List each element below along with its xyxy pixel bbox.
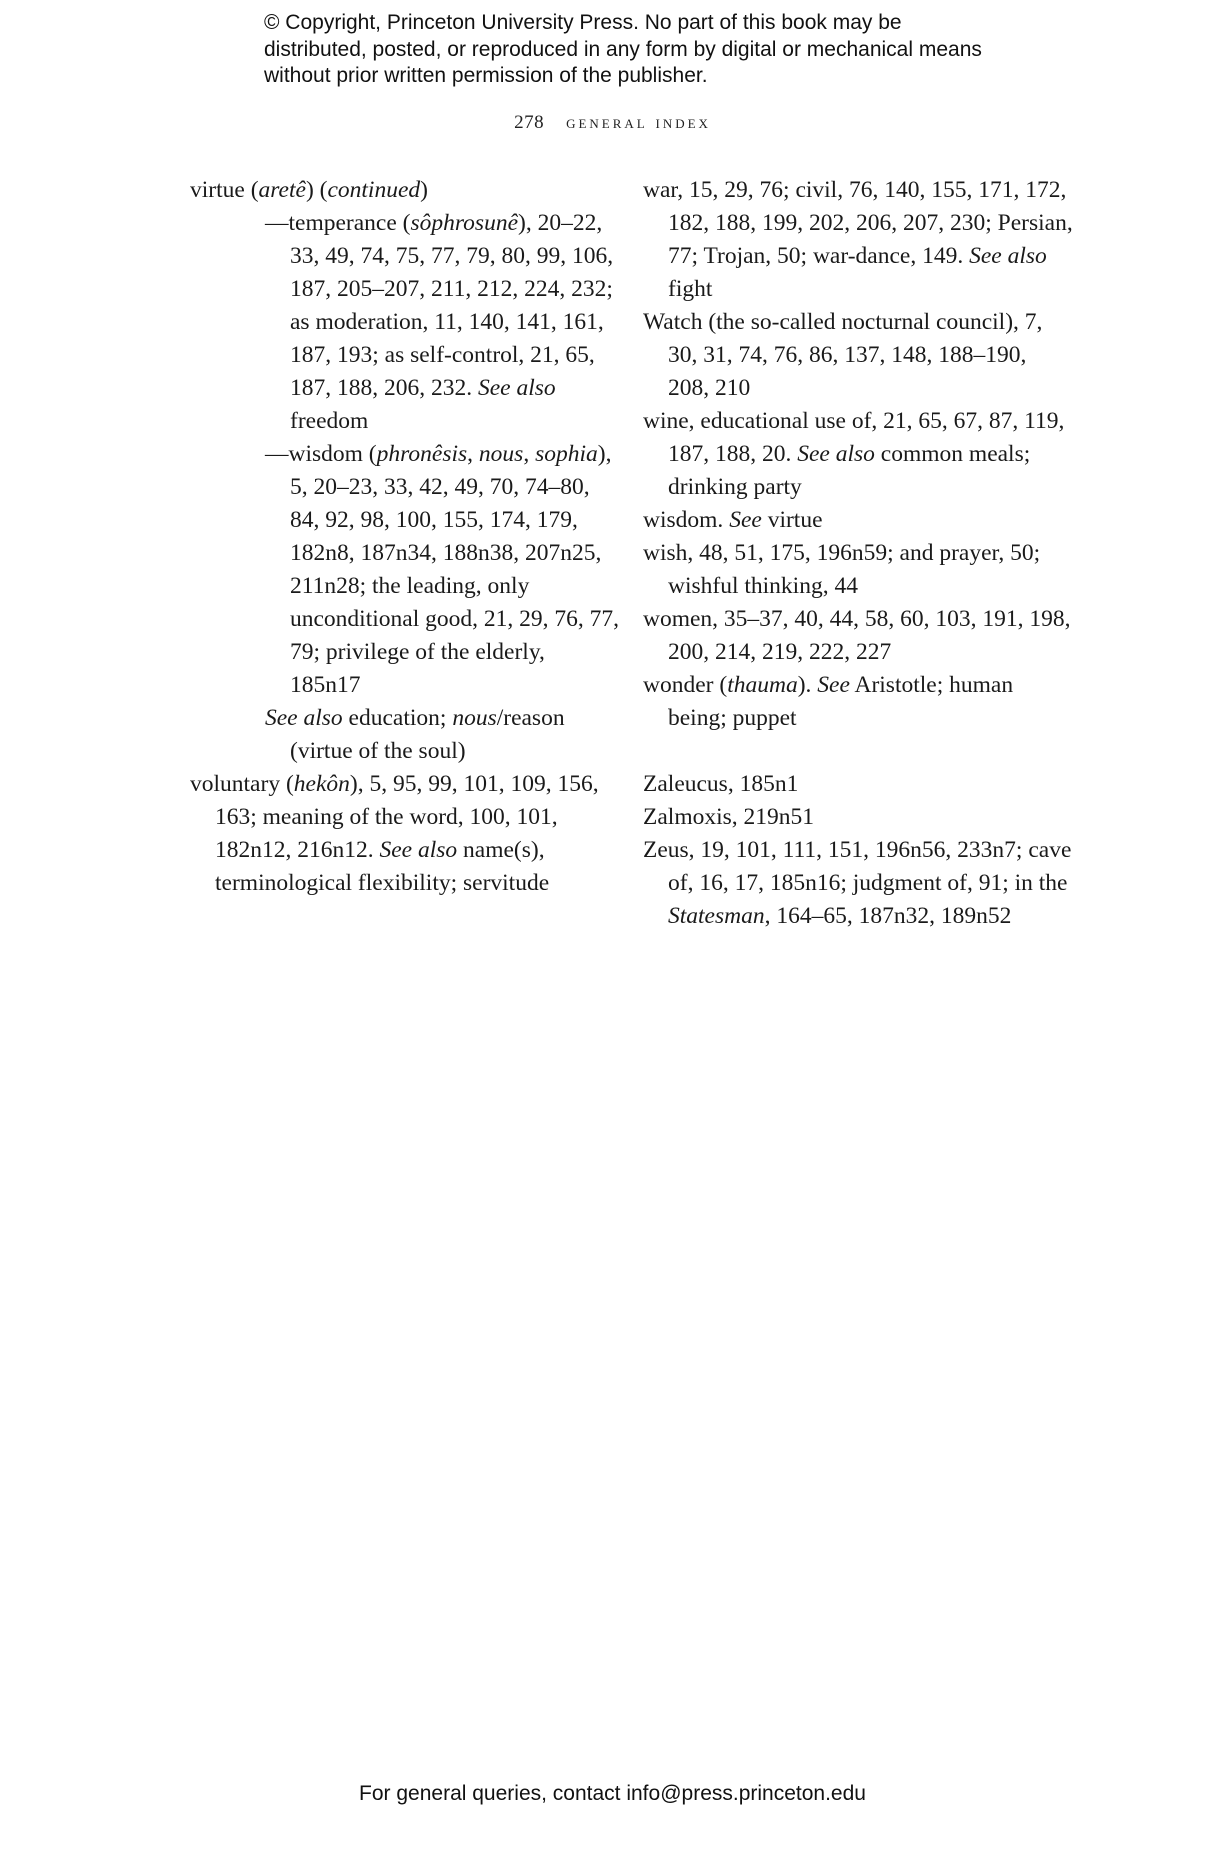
index-entry-zalmoxis: Zalmoxis, 219n51 <box>643 804 815 830</box>
index-entry-wine: wine, educational use of, 21, 65, 67, 87, 119, 187, 188, 20. See also common meals; drinking party <box>643 408 1065 500</box>
page-number: 278 <box>514 112 545 133</box>
running-head <box>0 112 1225 134</box>
index-entry-wish: wish, 48, 51, 175, 196n59; and prayer, 50; wishful thinking, 44 <box>643 540 1041 599</box>
index-entry-wisdom: wisdom. See virtue <box>643 507 823 533</box>
copyright-notice: © Copyright, Princeton University Press. No part of this book may be distributed, posted, or reproduced in any form by digital or mechanical means without prior written permission of the publisher. <box>264 11 982 87</box>
index-entry-wonder: wonder (thauma). See Aristotle; human being; puppet <box>643 672 1014 731</box>
index-subentry-wisdom: —wisdom (phronêsis, nous, sophia), 5, 20–23, 33, 42, 49, 70, 74–80, 84, 92, 98, 100, 155, 174, 179, 182n8, 187n34, 188n38, 207n25, 211n28; the leading, only unconditional good, 21, 29, 76, 77, 79; privilege of the elderly, 185n17 <box>265 441 619 698</box>
index-entry-voluntary: voluntary (hekôn), 5, 95, 99, 101, 109, 156, 163; meaning of the word, 100, 101, 182n12, 216n12. See also name(s), terminological flexibility; servitude <box>190 771 599 896</box>
index-entry-women: women, 35–37, 40, 44, 58, 60, 103, 191, 198, 200, 214, 219, 222, 227 <box>643 606 1071 665</box>
running-title: general index <box>566 112 711 133</box>
index-subentry-temperance: —temperance (sôphrosunê), 20–22, 33, 49, 74, 75, 77, 79, 80, 99, 106, 187, 205–207, 211, 212, 224, 232; as moderation, 11, 140, 141, 161, 187, 193; as self-control, 21, 65, 187, 188, 206, 232. See also freedom <box>265 210 614 434</box>
footer-contact: For general queries, contact info@press.princeton.edu <box>359 1782 866 1805</box>
index-entry-war: war, 15, 29, 76; civil, 76, 140, 155, 171, 172, 182, 188, 199, 202, 206, 207, 230; Persian, 77; Trojan, 50; war-dance, 149. See also fight <box>643 177 1073 302</box>
left-column <box>190 174 620 900</box>
index-see-also-virtue: See also education; nous/reason (virtue of the soul) <box>265 705 565 764</box>
index-entry-zeus: Zeus, 19, 101, 111, 151, 196n56, 233n7; cave of, 16, 17, 185n16; judgment of, 91; in the Statesman, 164–65, 187n32, 189n52 <box>643 837 1072 929</box>
index-entry-virtue-heading: virtue (aretê) (continued) <box>190 177 428 203</box>
index-entry-zaleucus: Zaleucus, 185n1 <box>643 771 799 797</box>
section-gap <box>643 735 1073 768</box>
index-entry-watch: Watch (the so-called nocturnal council), 7, 30, 31, 74, 76, 86, 137, 148, 188–190, 208, 210 <box>643 309 1043 401</box>
right-column <box>643 174 1073 933</box>
